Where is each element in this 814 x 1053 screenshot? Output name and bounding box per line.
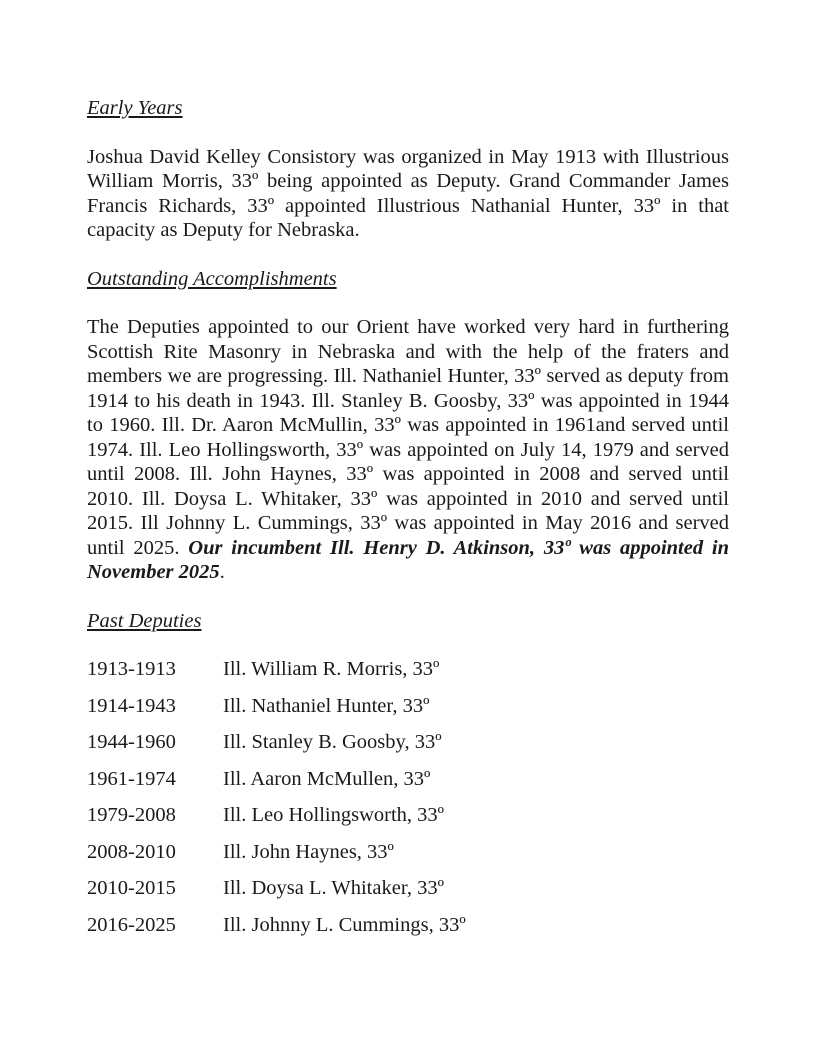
deputy-years: 1979-2008 [87,804,176,826]
deputy-name: Ill. Leo Hollingsworth, 33º [223,804,445,826]
deputy-name: Ill. William R. Morris, 33º [223,658,440,680]
deputy-years: 1961-1974 [87,767,176,790]
deputy-name: Ill. Doysa L. Whitaker, 33º [223,877,444,899]
deputy-name: Ill. John Haynes, 33º [223,840,394,863]
deputy-years: 1913-1913 [87,658,176,680]
early-years-paragraph: Joshua David Kelley Consistory was organized in May 1913 with Illustrious William Morris, 33º being appointed as Deputy. Grand Commander James Francis Richards, 33º appointed Illustrious Nathanial Hunter, 33º in that capacity as Deputy for Nebraska. [87,145,729,241]
deputy-name: Ill. Johnny L. Cummings, 33º [223,913,466,936]
deputy-row [87,876,729,901]
past-deputies-heading: Past Deputies [87,609,202,632]
deputy-name: Ill. Nathaniel Hunter, 33º [223,694,430,717]
deputy-row [87,913,729,938]
deputy-years: 2010-2015 [87,877,176,899]
past-deputies-list [87,657,729,937]
accomplishments-tail: . [219,561,225,583]
deputy-row [87,767,729,792]
accomplishments-paragraph [87,315,729,585]
section-early-years [87,96,729,243]
section-outstanding-accomplishments [87,267,729,585]
early-years-heading: Early Years [87,97,183,119]
deputy-name: Ill. Stanley B. Goosby, 33º [223,731,442,753]
deputy-name: Ill. Aaron McMullen, 33º [223,767,431,790]
deputy-row [87,803,729,828]
accomplishments-text: The Deputies appointed to our Orient have worked very hard in furthering Scottish Rite Masonry in Nebraska and with the help of the fraters and members we are progressing. Ill. Nathaniel Hunter, 33º served as deputy from 1914 to his death in 1943. Ill. Stanley B. Goosby, 33º was appointed in 1944 to 1960. Ill. Dr. Aaron McMullin, 33º was appointed in 1961and served until 1974. Ill. Leo Hollingsworth, 33º was appointed on July 14, 1979 and served until 2008. Ill. John Haynes, 33º was appointed in 2008 and served until 2010. Ill. Doysa L. Whitaker, 33º was appointed in 2010 and served until 2015. Ill Johnny L. Cummings, 33º was appointed in May 2016 and served until 2025. [87,316,729,559]
incumbent-emphasis-text: Our incumbent Ill. Henry D. Atkinson, 33º was appointed in November 2025 [87,536,729,583]
deputy-years: 2008-2010 [87,840,176,863]
section-past-deputies [87,609,729,938]
deputy-row [87,730,729,755]
accomplishments-heading: Outstanding Accomplishments [87,267,337,290]
deputy-years: 2016-2025 [87,913,176,936]
deputy-row [87,694,729,719]
deputy-row [87,657,729,682]
deputy-years: 1914-1943 [87,694,176,717]
deputy-years: 1944-1960 [87,731,176,753]
deputy-row [87,840,729,865]
